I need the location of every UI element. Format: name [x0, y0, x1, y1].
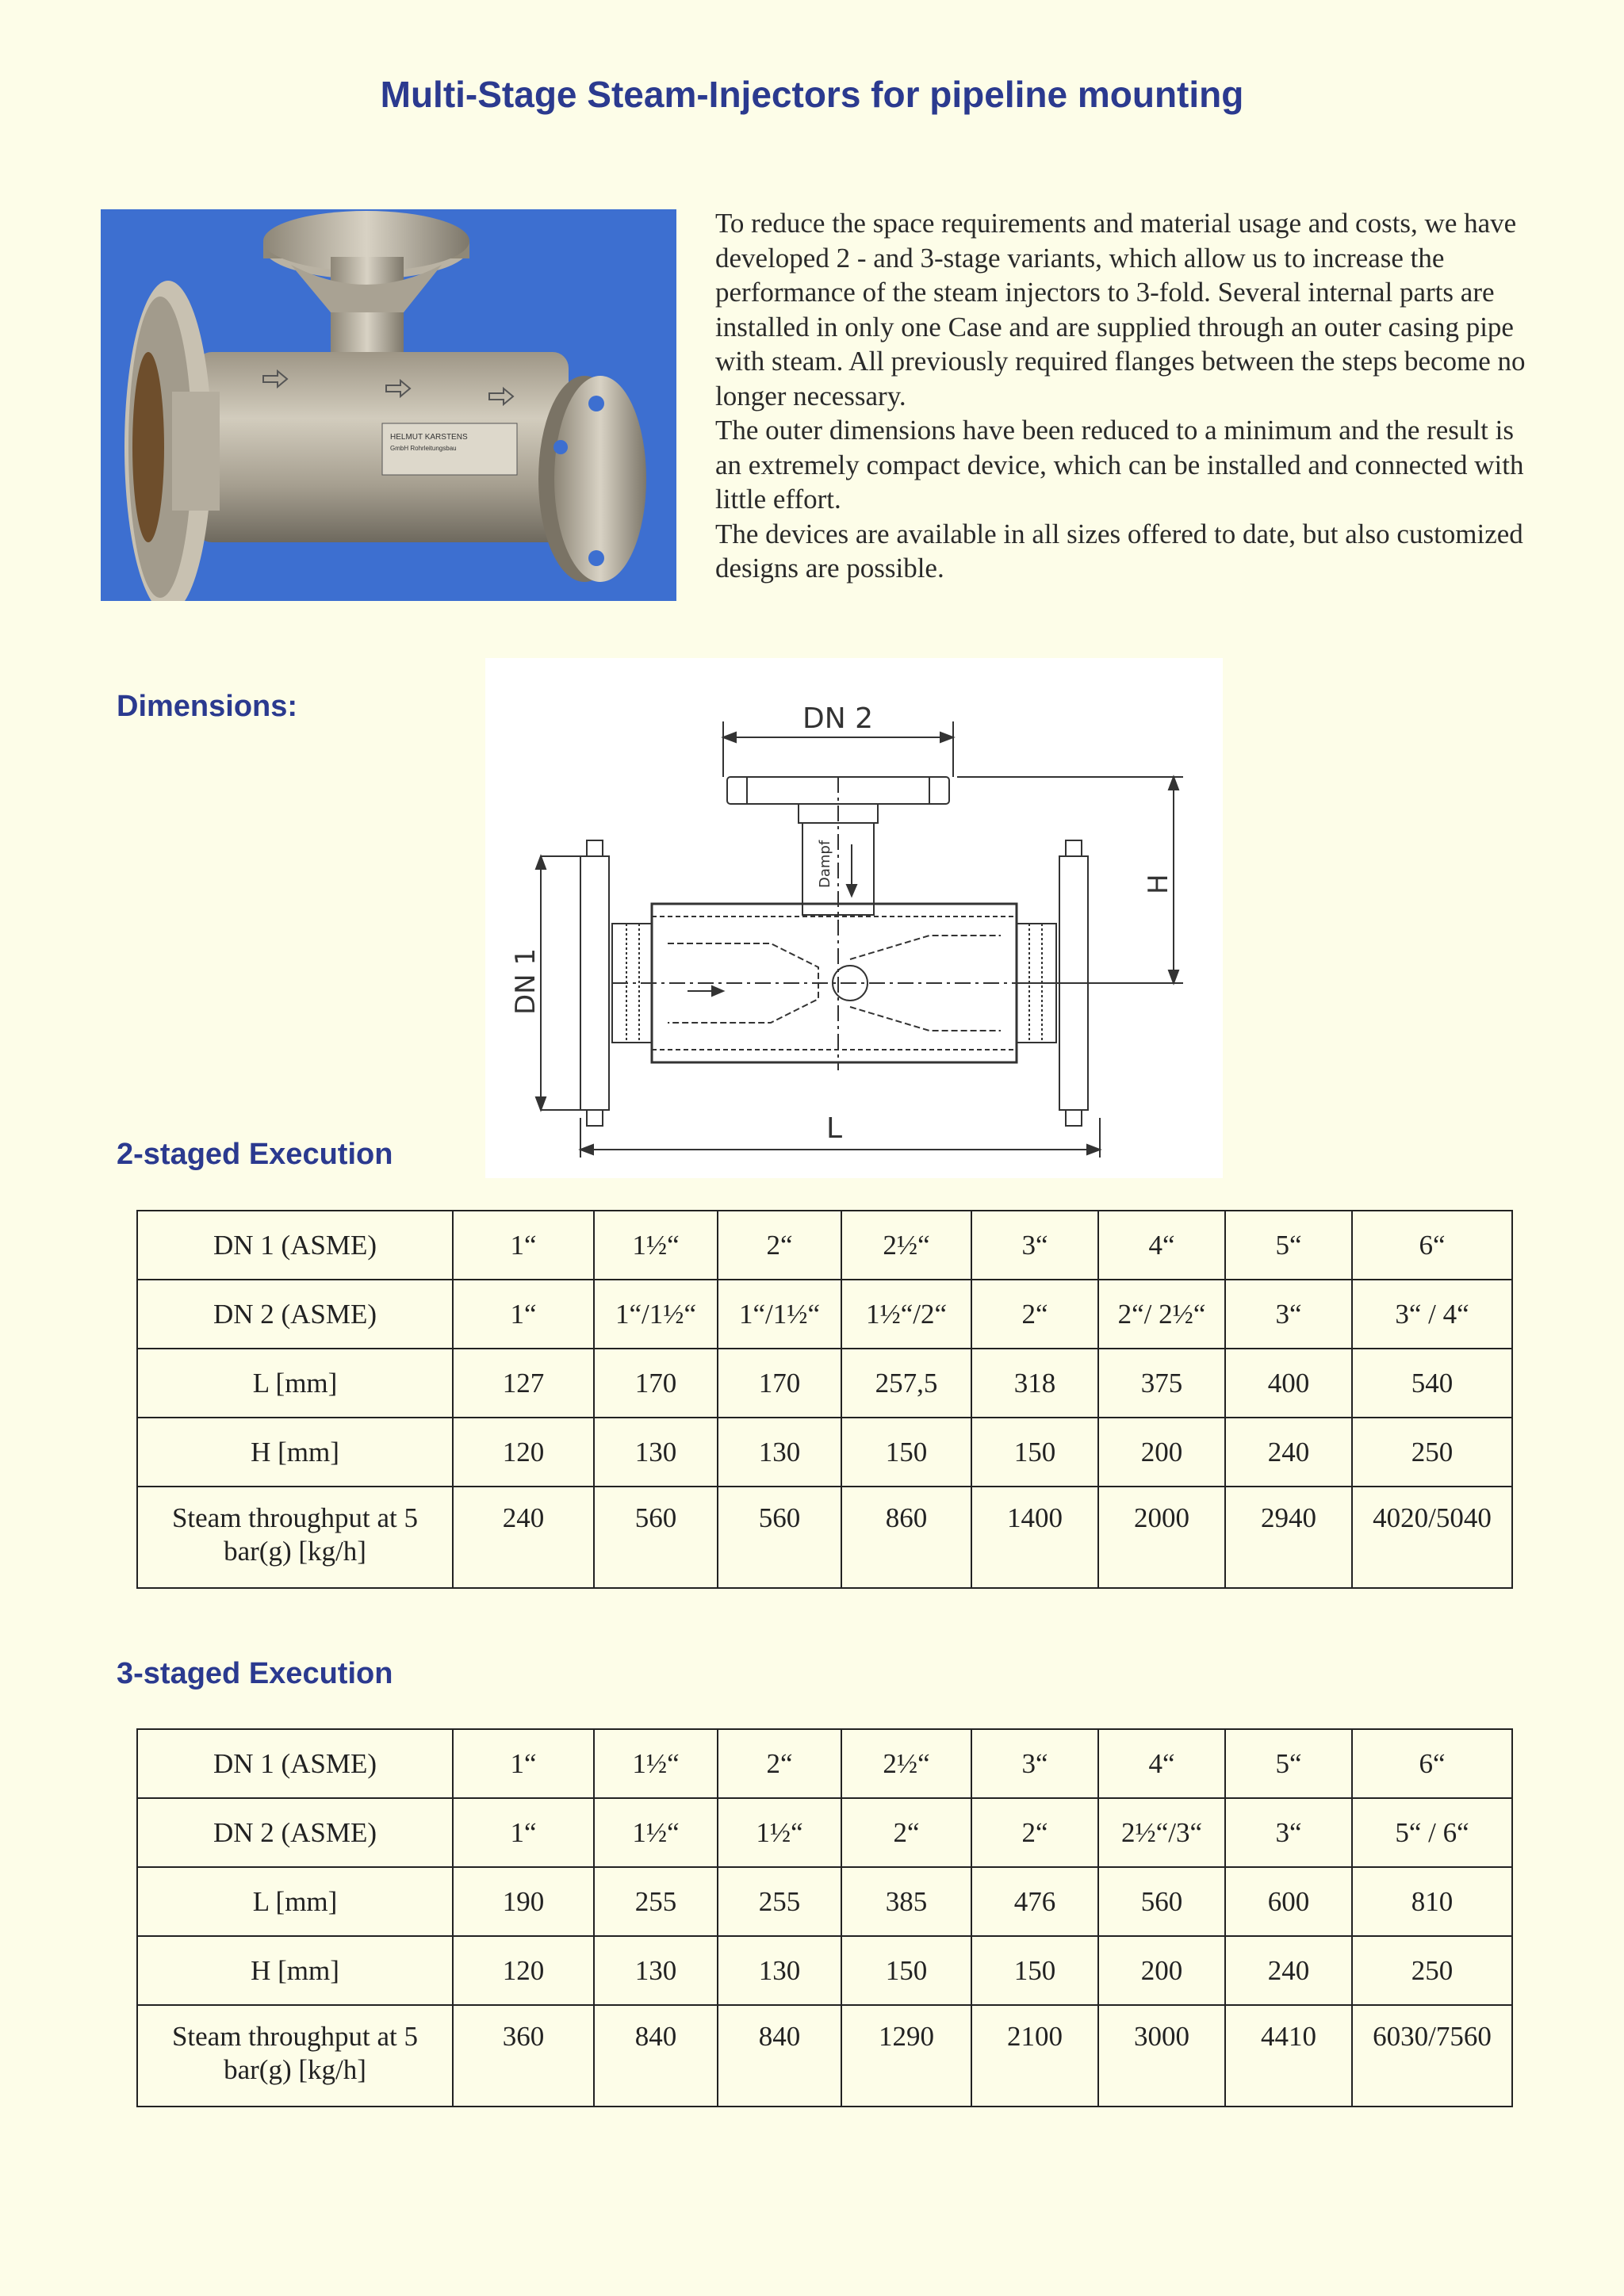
intro-text	[715, 206, 1540, 586]
table-cell: 6“	[1352, 1729, 1512, 1798]
table-cell: 540	[1352, 1349, 1512, 1418]
table-cell: 2“/ 2½“	[1098, 1280, 1225, 1349]
label-dn2: DN 2	[802, 702, 873, 735]
table-cell: 2½“	[841, 1729, 971, 1798]
table-cell: 120	[453, 1936, 594, 2005]
two-stage-table	[136, 1210, 1513, 1589]
label-steam: Dampf	[817, 840, 833, 888]
intro-paragraph: The outer dimensions have been reduced to a minimum and the result is an extremely compact device, which can be installed and connected with little effort.	[715, 415, 1524, 515]
three-stage-table	[136, 1728, 1513, 2107]
table-cell: 240	[1225, 1418, 1352, 1487]
table-cell: 1“/1½“	[594, 1280, 718, 1349]
nameplate-text: HELMUT KARSTENS	[390, 433, 468, 442]
table-cell: 150	[841, 1936, 971, 2005]
row-label: H [mm]	[137, 1418, 453, 1487]
table-cell: 2“	[971, 1798, 1098, 1867]
table-row	[137, 1280, 1512, 1349]
table-cell: 3“	[971, 1729, 1098, 1798]
table-cell: 6030/7560	[1352, 2005, 1512, 2107]
table-cell: 3“	[971, 1211, 1098, 1280]
table-cell: 2“	[718, 1211, 841, 1280]
table-cell: 1“	[453, 1280, 594, 1349]
three-stage-heading: 3-staged Execution	[117, 1657, 393, 1690]
table-cell: 2½“/3“	[1098, 1798, 1225, 1867]
table-cell: 130	[594, 1418, 718, 1487]
table-cell: 840	[718, 2005, 841, 2107]
table-cell: 4“	[1098, 1729, 1225, 1798]
table-cell: 2940	[1225, 1487, 1352, 1588]
table-cell: 170	[594, 1349, 718, 1418]
intro-paragraph: To reduce the space requirements and material usage and costs, we have developed 2 - and 3-stage variants, which allow us to increase the performance of the steam injectors to 3-fold. Several internal parts are installed in only one Case and are supplied through an outer casing pipe with steam. All previously required flanges between the steps become no longer necessary.	[715, 208, 1526, 411]
table-cell: 1290	[841, 2005, 971, 2107]
table-cell: 5“	[1225, 1211, 1352, 1280]
table-cell: 560	[718, 1487, 841, 1588]
table-cell: 1“	[453, 1211, 594, 1280]
table-cell: 3“ / 4“	[1352, 1280, 1512, 1349]
table-cell: 130	[594, 1936, 718, 2005]
row-label: H [mm]	[137, 1936, 453, 2005]
row-label: DN 2 (ASME)	[137, 1280, 453, 1349]
table-cell: 3000	[1098, 2005, 1225, 2107]
table-cell: 255	[594, 1867, 718, 1936]
table-cell: 1“	[453, 1798, 594, 1867]
table-row	[137, 1936, 1512, 2005]
table-cell: 2½“	[841, 1211, 971, 1280]
table-cell: 6“	[1352, 1211, 1512, 1280]
table-cell: 1½“	[594, 1729, 718, 1798]
row-label: DN 1 (ASME)	[137, 1729, 453, 1798]
label-dn1: DN 1	[510, 947, 542, 1015]
table-cell: 200	[1098, 1936, 1225, 2005]
table-cell: 150	[841, 1418, 971, 1487]
table-cell: 1½“	[718, 1798, 841, 1867]
table-cell: 840	[594, 2005, 718, 2107]
table-cell: 3“	[1225, 1280, 1352, 1349]
label-l: L	[826, 1112, 843, 1145]
table-cell: 385	[841, 1867, 971, 1936]
table-cell: 240	[1225, 1936, 1352, 2005]
table-cell: 2100	[971, 2005, 1098, 2107]
table-cell: 257,5	[841, 1349, 971, 1418]
table-cell: 127	[453, 1349, 594, 1418]
row-label: DN 1 (ASME)	[137, 1211, 453, 1280]
product-photo	[101, 209, 676, 601]
table-row	[137, 1487, 1512, 1588]
table-row	[137, 1729, 1512, 1798]
table-cell: 250	[1352, 1418, 1512, 1487]
dimensions-heading: Dimensions:	[117, 690, 298, 723]
row-label: DN 2 (ASME)	[137, 1798, 453, 1867]
table-cell: 1“	[453, 1729, 594, 1798]
label-h: H	[1143, 874, 1174, 894]
table-cell: 130	[718, 1418, 841, 1487]
table-row	[137, 1418, 1512, 1487]
table-row	[137, 1867, 1512, 1936]
table-cell: 3“	[1225, 1798, 1352, 1867]
table-cell: 4020/5040	[1352, 1487, 1512, 1588]
table-cell: 375	[1098, 1349, 1225, 1418]
table-cell: 5“ / 6“	[1352, 1798, 1512, 1867]
table-cell: 240	[453, 1487, 594, 1588]
table-cell: 2“	[841, 1798, 971, 1867]
table-cell: 318	[971, 1349, 1098, 1418]
table-cell: 360	[453, 2005, 594, 2107]
intro-paragraph: The devices are available in all sizes offered to date, but also customized designs are possible.	[715, 518, 1523, 584]
table-cell: 1½“	[594, 1211, 718, 1280]
table-cell: 130	[718, 1936, 841, 2005]
table-cell: 1“/1½“	[718, 1280, 841, 1349]
row-label: L [mm]	[137, 1349, 453, 1418]
table-cell: 250	[1352, 1936, 1512, 2005]
table-row	[137, 1798, 1512, 1867]
page-title: Multi-Stage Steam-Injectors for pipeline mounting	[380, 74, 1244, 115]
table-cell: 2000	[1098, 1487, 1225, 1588]
dimension-drawing	[485, 658, 1223, 1178]
table-row	[137, 1211, 1512, 1280]
table-cell: 860	[841, 1487, 971, 1588]
table-cell: 190	[453, 1867, 594, 1936]
table-cell: 560	[1098, 1867, 1225, 1936]
table-cell: 4“	[1098, 1211, 1225, 1280]
table-cell: 2“	[718, 1729, 841, 1798]
steam-injector-photo	[101, 209, 676, 601]
table-cell: 255	[718, 1867, 841, 1936]
nameplate-subtext: GmbH Rohrleitungsbau	[390, 445, 457, 452]
table-cell: 400	[1225, 1349, 1352, 1418]
table-cell: 1400	[971, 1487, 1098, 1588]
row-label: Steam throughput at 5 bar(g) [kg/h]	[137, 1487, 453, 1588]
row-label: L [mm]	[137, 1867, 453, 1936]
table-cell: 120	[453, 1418, 594, 1487]
table-cell: 4410	[1225, 2005, 1352, 2107]
table-cell: 2“	[971, 1280, 1098, 1349]
table-cell: 5“	[1225, 1729, 1352, 1798]
table-cell: 150	[971, 1936, 1098, 2005]
two-stage-heading: 2-staged Execution	[117, 1138, 393, 1171]
row-label: Steam throughput at 5 bar(g) [kg/h]	[137, 2005, 453, 2107]
table-cell: 1½“	[594, 1798, 718, 1867]
table-cell: 200	[1098, 1418, 1225, 1487]
table-cell: 476	[971, 1867, 1098, 1936]
table-row	[137, 1349, 1512, 1418]
table-row	[137, 2005, 1512, 2107]
table-cell: 150	[971, 1418, 1098, 1487]
table-cell: 810	[1352, 1867, 1512, 1936]
table-cell: 1½“/2“	[841, 1280, 971, 1349]
table-cell: 560	[594, 1487, 718, 1588]
table-cell: 170	[718, 1349, 841, 1418]
table-cell: 600	[1225, 1867, 1352, 1936]
